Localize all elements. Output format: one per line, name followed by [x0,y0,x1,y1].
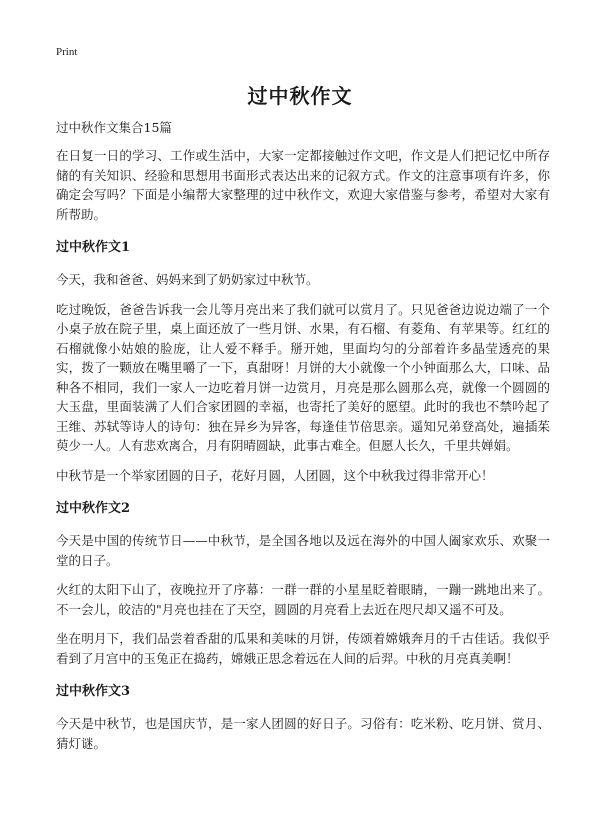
document-body [56,118,550,763]
paragraph: 吃过晚饭，爸爸告诉我一会儿等月亮出来了我们就可以赏月了。只见爸爸边说边端了一个小桌子放在院子里，桌上面还放了一些月饼、水果，有石榴、有菱角、有苹果等。红红的石榴就像小姑娘的脸庞，让人爱不释手。掰开她，里面均匀的分部着许多晶莹透亮的果实，拨了一颗放在嘴里嚼了一下，真甜呀！月饼的大小就像一个小钟面那么大，口味、品种各不相同，我们一家人一边吃着月饼一边赏月，月亮是那么圆那么亮，就像一个圆圆的大玉盘，里面装满了人们合家团圆的幸福，也寄托了美好的愿望。此时的我也不禁吟起了王维、苏轼等诗人的诗句：独在异乡为异客，每逢佳节倍思亲。遥知兄弟登高处，遍插茱萸少一人。人有悲欢离合，月有阴晴圆缺，此事古难全。但愿人长久，千里共婵娟。 [56,301,550,453]
paragraph: 火红的太阳下山了，夜晚拉开了序幕：一群一群的小星星眨着眼睛，一蹦一跳地出来了。不一会儿，皎洁的"月亮也挂在了天空，圆圆的月亮看上去近在咫尺却又遥不可及。 [56,582,550,617]
section-heading-1: 过中秋作文1 [56,240,131,255]
section-heading-2: 过中秋作文2 [56,501,131,516]
section-heading-3: 过中秋作文3 [56,684,131,699]
intro-paragraph: 在日复一日的学习、工作或生活中，大家一定都接触过作文吧，作文是人们把记忆中所存储的有关知识、经验和思想用书面形式表达出来的记叙方式。作文的注意事项有许多，你确定会写吗？下面是小编帮大家整理的过中秋作文，欢迎大家借鉴与参考，希望对大家有所帮助。 [56,148,550,222]
paragraph: 坐在明月下，我们品尝着香甜的瓜果和美味的月饼，传颂着嫦娥奔月的千古佳话。我似乎看到了月宫中的玉兔正在捣药，嫦娥正思念着远在人间的后羿。中秋的月亮真美啊！ [56,631,550,666]
paragraph: 中秋节是一个举家团圆的日子，花好月圆，人团圆，这个中秋我过得非常开心！ [56,467,494,483]
collection-label: 过中秋作文集合15篇 [56,120,172,135]
paragraph: 今天，我和爸爸、妈妈来到了奶奶家过中秋节。 [56,272,319,287]
print-label: Print [56,46,78,58]
page-title: 过中秋作文 [247,84,353,108]
paragraph: 今天是中秋节，也是国庆节，是一家人团圆的好日子。习俗有：吃米粉、吃月饼、赏月、猜灯谜。 [56,716,550,751]
paragraph: 今天是中国的传统节日——中秋节，是全国各地以及远在海外的中国人阖家欢乐、欢聚一堂的日子。 [56,533,550,568]
